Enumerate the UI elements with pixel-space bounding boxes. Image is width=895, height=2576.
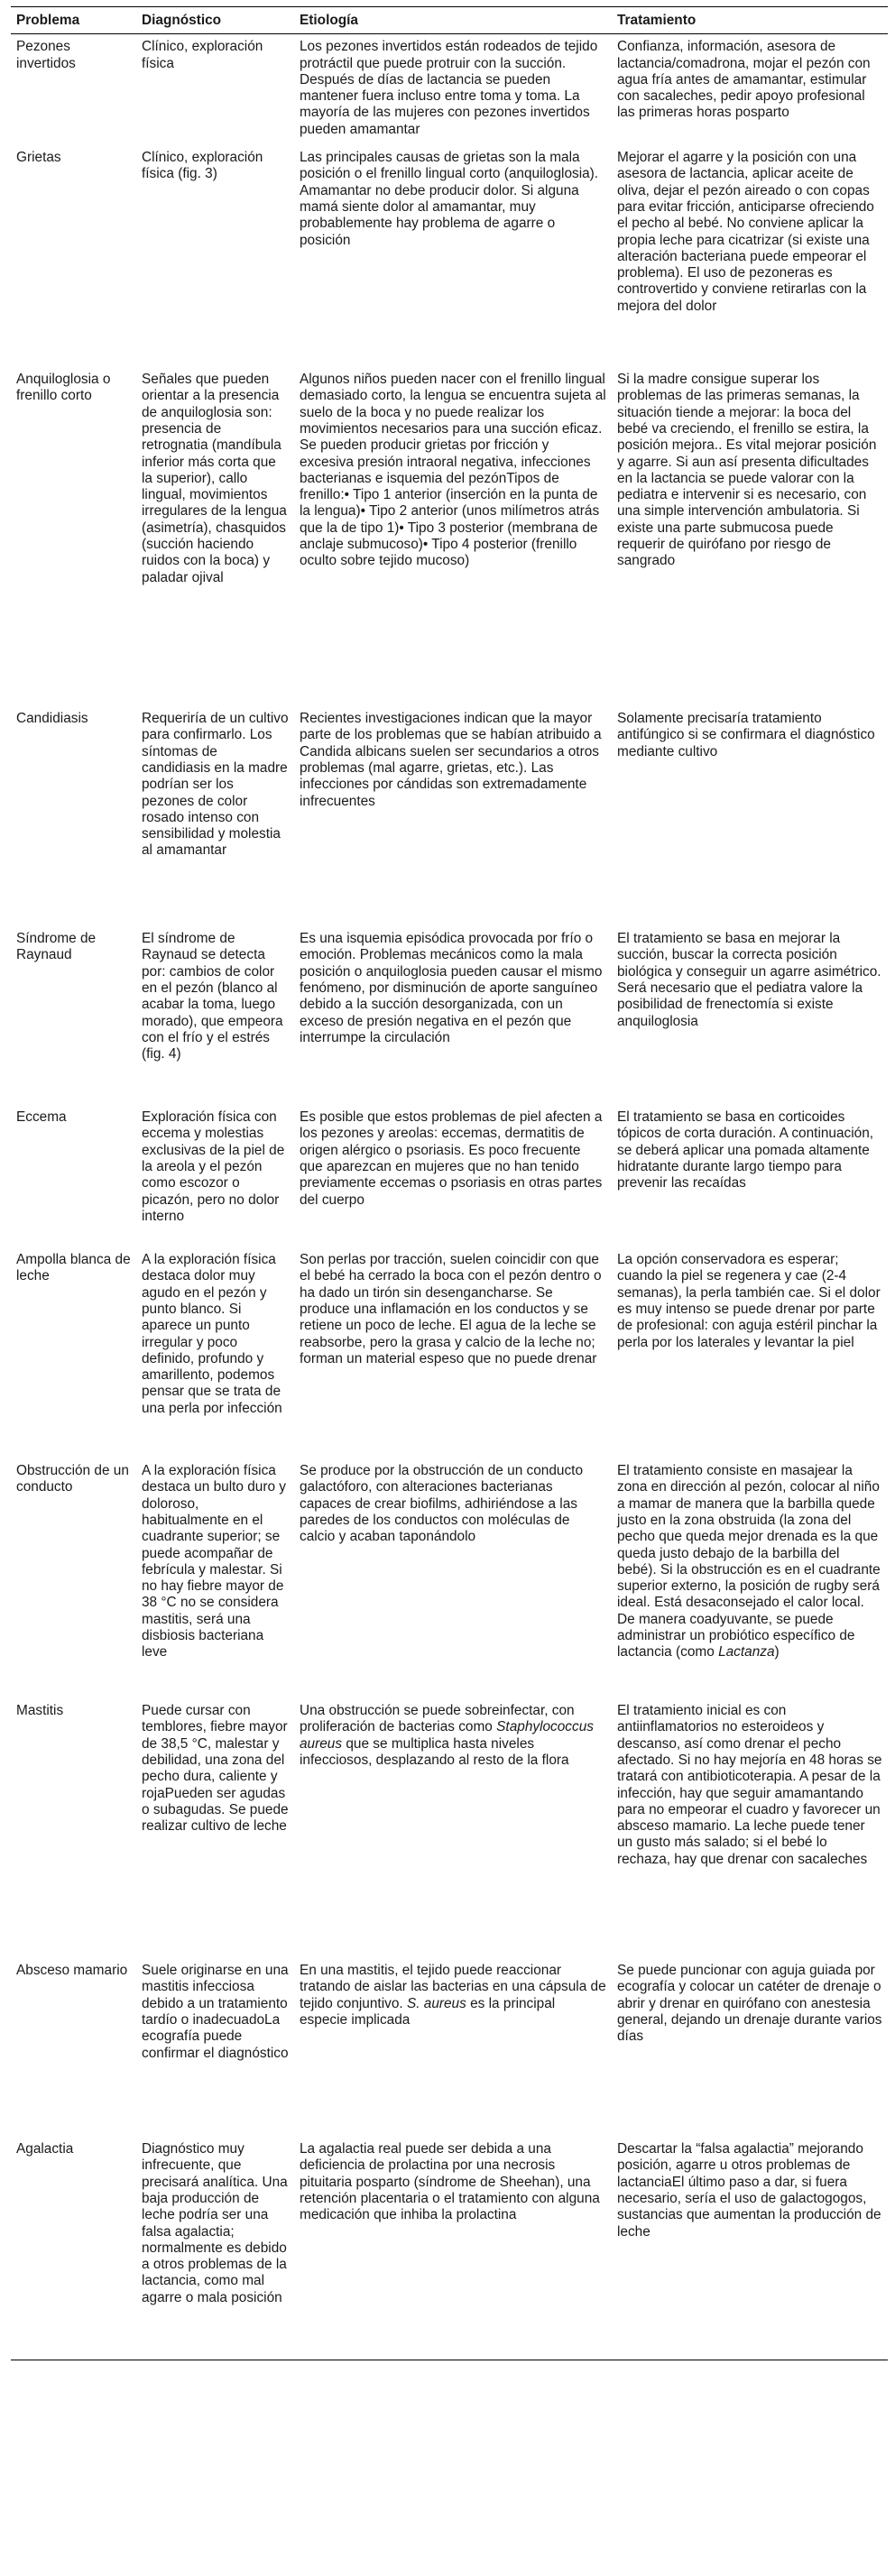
cell-etiologia: Las principales causas de grietas son la mala posición o el frenillo lingual corto (anquiloglosia). Amamantar no debe producir dolor. Si alguna mamá siente dolor al amamantar, muy probablemente hay problema de agarre o posición (300, 150, 599, 248)
etiologia-text: Una obstrucción se puede sobreinfectar, con proliferación de bacterias como (300, 1703, 575, 1735)
cell-etiologia: Los pezones invertidos están rodeados de tejido protráctil que puede protruir con la succión. Después de días de lactancia se pueden mantener fuera incluso entre toma y toma. La mayoría de las mujeres con pezones invertidos pueden amamantar (300, 39, 598, 137)
cell-tratamiento: Se puede puncionar con aguja guiada por ecografía y colocar un catéter de drenaje o abrir y drenar en quirófano con anestesia general, dejando un drenaje durante varios días (617, 1963, 882, 2045)
cell-diagnostico: Diagnóstico muy infrecuente, que precisará analítica. Una baja producción de leche podría ser una falsa agalactia; normalmente es debido a otros problemas de la lactancia, como mal agarre o mala posición (136, 2137, 294, 2360)
table-row (11, 1958, 888, 2137)
table-row (11, 1247, 888, 1458)
cell-problema: Síndrome de Raynaud (16, 931, 97, 963)
cell-diagnostico: Suele originarse en una mastitis infecciosa debido a un tratamiento tardío o inadecuadoLa ecografía puede confirmar el diagnóstico (142, 1963, 289, 2061)
cell-tratamiento: Confianza, información, asesora de lactancia/comadrona, mojar el pezón con agua fría antes de amamantar, estimular con sacaleches, pedir apoyo profesional las primeras horas posparto (617, 39, 871, 121)
cell-diagnostico: Requeriría de un cultivo para confirmarlo. Los síntomas de candidiasis en la madre podrían ser los pezones de color rosado intenso con sensibilidad y molestia al amamantar (142, 711, 289, 859)
cell-diagnostico: El síndrome de Raynaud se detecta por: cambios de color en el pezón (blanco al acabar la toma, luego morado), que empeora con el frío y el estrés (fig. 4) (142, 931, 283, 1063)
cell-problema: Agalactia (11, 2137, 136, 2360)
cell-problema: Mastitis (16, 1703, 64, 1719)
header-row (11, 7, 888, 34)
cell-diagnostico: A la exploración física destaca dolor muy agudo en el pezón y punto blanco. Si aparece un punto irregular y poco definido, profundo y amarillento, podemos pensar que se trata de una perla por infección (142, 1252, 282, 1416)
cell-problema: Obstrucción de un conducto (16, 1463, 129, 1495)
cell-problema: Eccema (16, 1109, 67, 1126)
cell-problema: Candidiasis (16, 711, 88, 727)
cell-problema: Anquiloglosia o frenillo corto (16, 372, 111, 404)
header-tratamiento: Tratamiento (612, 7, 888, 34)
header-etiologia: Etiología (294, 7, 612, 34)
cell-diagnostico: Señales que pueden orientar a la presencia de anquiloglosia son: presencia de retrognatia (mandíbula inferior más corta que la superior), callo lingual, movimientos irregulares de la lengua (asimetría), chasquidos (succión haciendo ruidos con la boca) y paladar ojival (142, 372, 287, 585)
cell-etiologia: Son perlas por tracción, suelen coincidir con que el bebé ha cerrado la boca con el pezón dentro o ha dado un tirón sin desengancharse. Se produce una inflamación en los conductos y se retiene un poco de leche. El agua de la leche se reabsorbe, pero la grasa y calcio de la leche no; forman un material espeso que no puede drenar (300, 1252, 602, 1366)
cell-diagnostico: Puede cursar con temblores, fiebre mayor de 38,5 °C, malestar y debilidad, una zona del pecho dura, caliente y rojaPueden ser agudas o subagudas. Se puede realizar cultivo de leche (142, 1703, 289, 1835)
cell-etiologia: Es una isquemia episódica provocada por frío o emoción. Problemas mecánicos como la mala posición o anquiloglosia pueden causar el mismo fenómeno, por disminución de aporte sanguíneo debido a la succión desorganizada, con un exceso de presión negativa en el pezón que interrumpe la circulación (300, 931, 603, 1045)
cell-etiologia: Algunos niños pueden nacer con el frenillo lingual demasiado corto, la lengua se encuentra sujeta al suelo de la boca y no puede realizar los movimientos necesarios para una succión eficaz. Se pueden producir grietas por fricción y excesiva presión intraoral negativa, infecciones bacterianas e isquemia del pezónTipos de frenillo:• Tipo 1 anterior (inserción en la punta de la lengua)• Tipo 2 anterior (unos milímetros atrás que la de tipo 1)• Tipo 3 posterior (membrana de anclaje submucoso)• Tipo 4 posterior (frenillo oculto sobre tejido mucoso) (300, 372, 606, 569)
cell-diagnostico: Clínico, exploración física (142, 39, 263, 71)
tratamiento-text: El tratamiento consiste en masajear la zona en dirección al pezón, colocar al niño a mamar de manera que la barbilla quede justo en la zona obstruida (la zona del pecho que queda mejor drenada es la que queda justo debajo de la barbilla del bebé). Si la obstrucción es en el cuadrante superior externo, la posición de rugby será ideal. Está desaconsejado el calor local. De manera coadyuvante, se puede administrar un probiótico específico de lactancia (como (617, 1463, 881, 1661)
table-row (11, 1698, 888, 1958)
cell-tratamiento: Si la madre consigue superar los problemas de las primeras semanas, la situación tiende a mejorar: la boca del bebé va creciendo, el frenillo se estira, la posición mejora.. Es vital mejorar posición y agarre. Si aun así presenta dificultades en la lactancia se puede valorar con la pediatra e intervenir si es necesario, con una simple intervención ambulatoria. Si existe una parte submucosa puede requerir de quirófano por riesgo de sangrado (617, 372, 877, 569)
cell-etiologia (294, 1958, 612, 2137)
document-page (11, 0, 888, 2360)
cell-problema: Absceso mamario (16, 1963, 128, 1979)
cell-tratamiento: Descartar la “falsa agalactia” mejorando posición, agarre u otros problemas de lactanciaEl último paso a dar, si fuera necesario, sería el uso de galactogogos, sustancias que aumentan la producción de leche (612, 2137, 888, 2360)
table-body (11, 34, 888, 2360)
lactation-problems-table (11, 6, 888, 2360)
etiologia-text-end: es la principal especie implicada (300, 1995, 556, 2028)
cell-problema: Ampolla blanca de leche (16, 1252, 131, 1284)
cell-problema: Pezones invertidos (16, 39, 76, 71)
etiologia-text-end: que se multiplica hasta niveles infecciosos, desplazando al resto de la flora (300, 1735, 569, 1768)
table-header (11, 7, 888, 34)
cell-tratamiento: Mejorar el agarre y la posición con una asesora de lactancia, aplicar aceite de oliva, dejar el pezón aireado o con copas para evitar fricción, anticiparse ofreciendo el pecho al bebé. No conviene aplicar la propia leche para cicatrizar (si existe una alteración bacteriana puede empeorar el problema). El uso de pezoneras es controvertido y conviene retirarlas con la mejora del dolor (617, 150, 874, 314)
cell-tratamiento: Solamente precisaría tratamiento antifúngico si se confirmara el diagnóstico mediante cultivo (617, 711, 875, 759)
cell-etiologia: Es posible que estos problemas de piel afecten a los pezones y areolas: eccemas, dermatitis de origen alérgico o psoriasis. Es poco frecuente que aparezcan en mujeres que no han tenido previamente eccemas o psoriasis en otras partes del cuerpo (300, 1109, 603, 1208)
table-row (11, 367, 888, 706)
cell-etiologia: Recientes investigaciones indican que la mayor parte de los problemas que se habían atribuido a Candida albicans suelen ser secundarios a otros problemas (mal agarre, grietas, etc.). Las infecciones por cándidas son extremadamente infrecuentes (300, 711, 602, 809)
cell-tratamiento (612, 1458, 888, 1698)
table-row (11, 1105, 888, 1247)
table-row (11, 1458, 888, 1698)
table-row (11, 706, 888, 926)
cell-tratamiento: El tratamiento inicial es con antiinflamatorios no esteroideos y descanso, así como drenar el pecho afectado. Si no hay mejoría en 48 horas se tratará con antibioticoterapia. A pesar de la infección, hay que seguir amamantando para no empeorar el cuadro y favorecer un absceso mamario. La leche puede tener un gusto más salado; si el bebé lo rechaza, hay que drenar con sacaleches (617, 1703, 882, 1867)
cell-tratamiento: El tratamiento se basa en mejorar la succión, buscar la correcta posición biológica y conseguir un agarre asimétrico. Será necesario que el pediatra valore la posibilidad de frenectomía si existe anquiloglosia (617, 931, 881, 1029)
etiologia-emphasis: Staphylococcus aureus (300, 1719, 594, 1752)
table-row (11, 145, 888, 367)
table-row (11, 2137, 888, 2360)
table-row (11, 34, 888, 145)
cell-diagnostico: A la exploración física destaca un bulto duro y doloroso, habitualmente en el cuadrante superior; se puede acompañar de febrícula y malestar. Si no hay fiebre mayor de 38 °C no se considera mastitis, será una disbiosis bacteriana leve (142, 1463, 287, 1661)
cell-tratamiento: El tratamiento se basa en corticoides tópicos de corta duración. A continuación, se deberá aplicar una pomada altamente hidratante durante largo tiempo para prevenir las recaídas (617, 1109, 874, 1191)
etiologia-text: En una mastitis, el tejido puede reaccionar tratando de aislar las bacterias en una cápsula de tejido conjuntivo. (300, 1963, 606, 2011)
header-problema: Problema (11, 7, 136, 34)
cell-etiologia: La agalactia real puede ser debida a una deficiencia de prolactina por una necrosis pituitaria posparto (síndrome de Sheehan), una retención placentaria o el tratamiento con alguna medicación que inhiba la prolactina (294, 2137, 612, 2360)
cell-problema: Grietas (16, 150, 61, 166)
table-row (11, 926, 888, 1105)
cell-diagnostico: Exploración física con eccema y molestias exclusivas de la piel de la areola y el pezón como escozor o picazón, pero no dolor interno (142, 1109, 285, 1224)
cell-etiologia (294, 1698, 612, 1958)
cell-etiologia: Se produce por la obstrucción de un conducto galactóforo, con alteraciones bacterianas capaces de crear biofilms, adhiriéndose a las paredes de los conductos con moléculas de calcio y acaban taponándolo (300, 1463, 584, 1545)
header-diagnostico: Diagnóstico (136, 7, 294, 34)
cell-tratamiento: La opción conservadora es esperar; cuando la piel se regenera y cae (2-4 semanas), la perla también cae. Si el dolor es muy intenso se puede drenar por parte de profesional: con aguja estéril pinchar la perla por los laterales y levantar la piel (617, 1252, 881, 1350)
tratamiento-text-end: ) (774, 1644, 780, 1661)
etiologia-emphasis: S. aureus (406, 1995, 466, 2011)
tratamiento-emphasis: Lactanza (718, 1644, 775, 1661)
cell-diagnostico: Clínico, exploración física (fig. 3) (142, 150, 263, 182)
